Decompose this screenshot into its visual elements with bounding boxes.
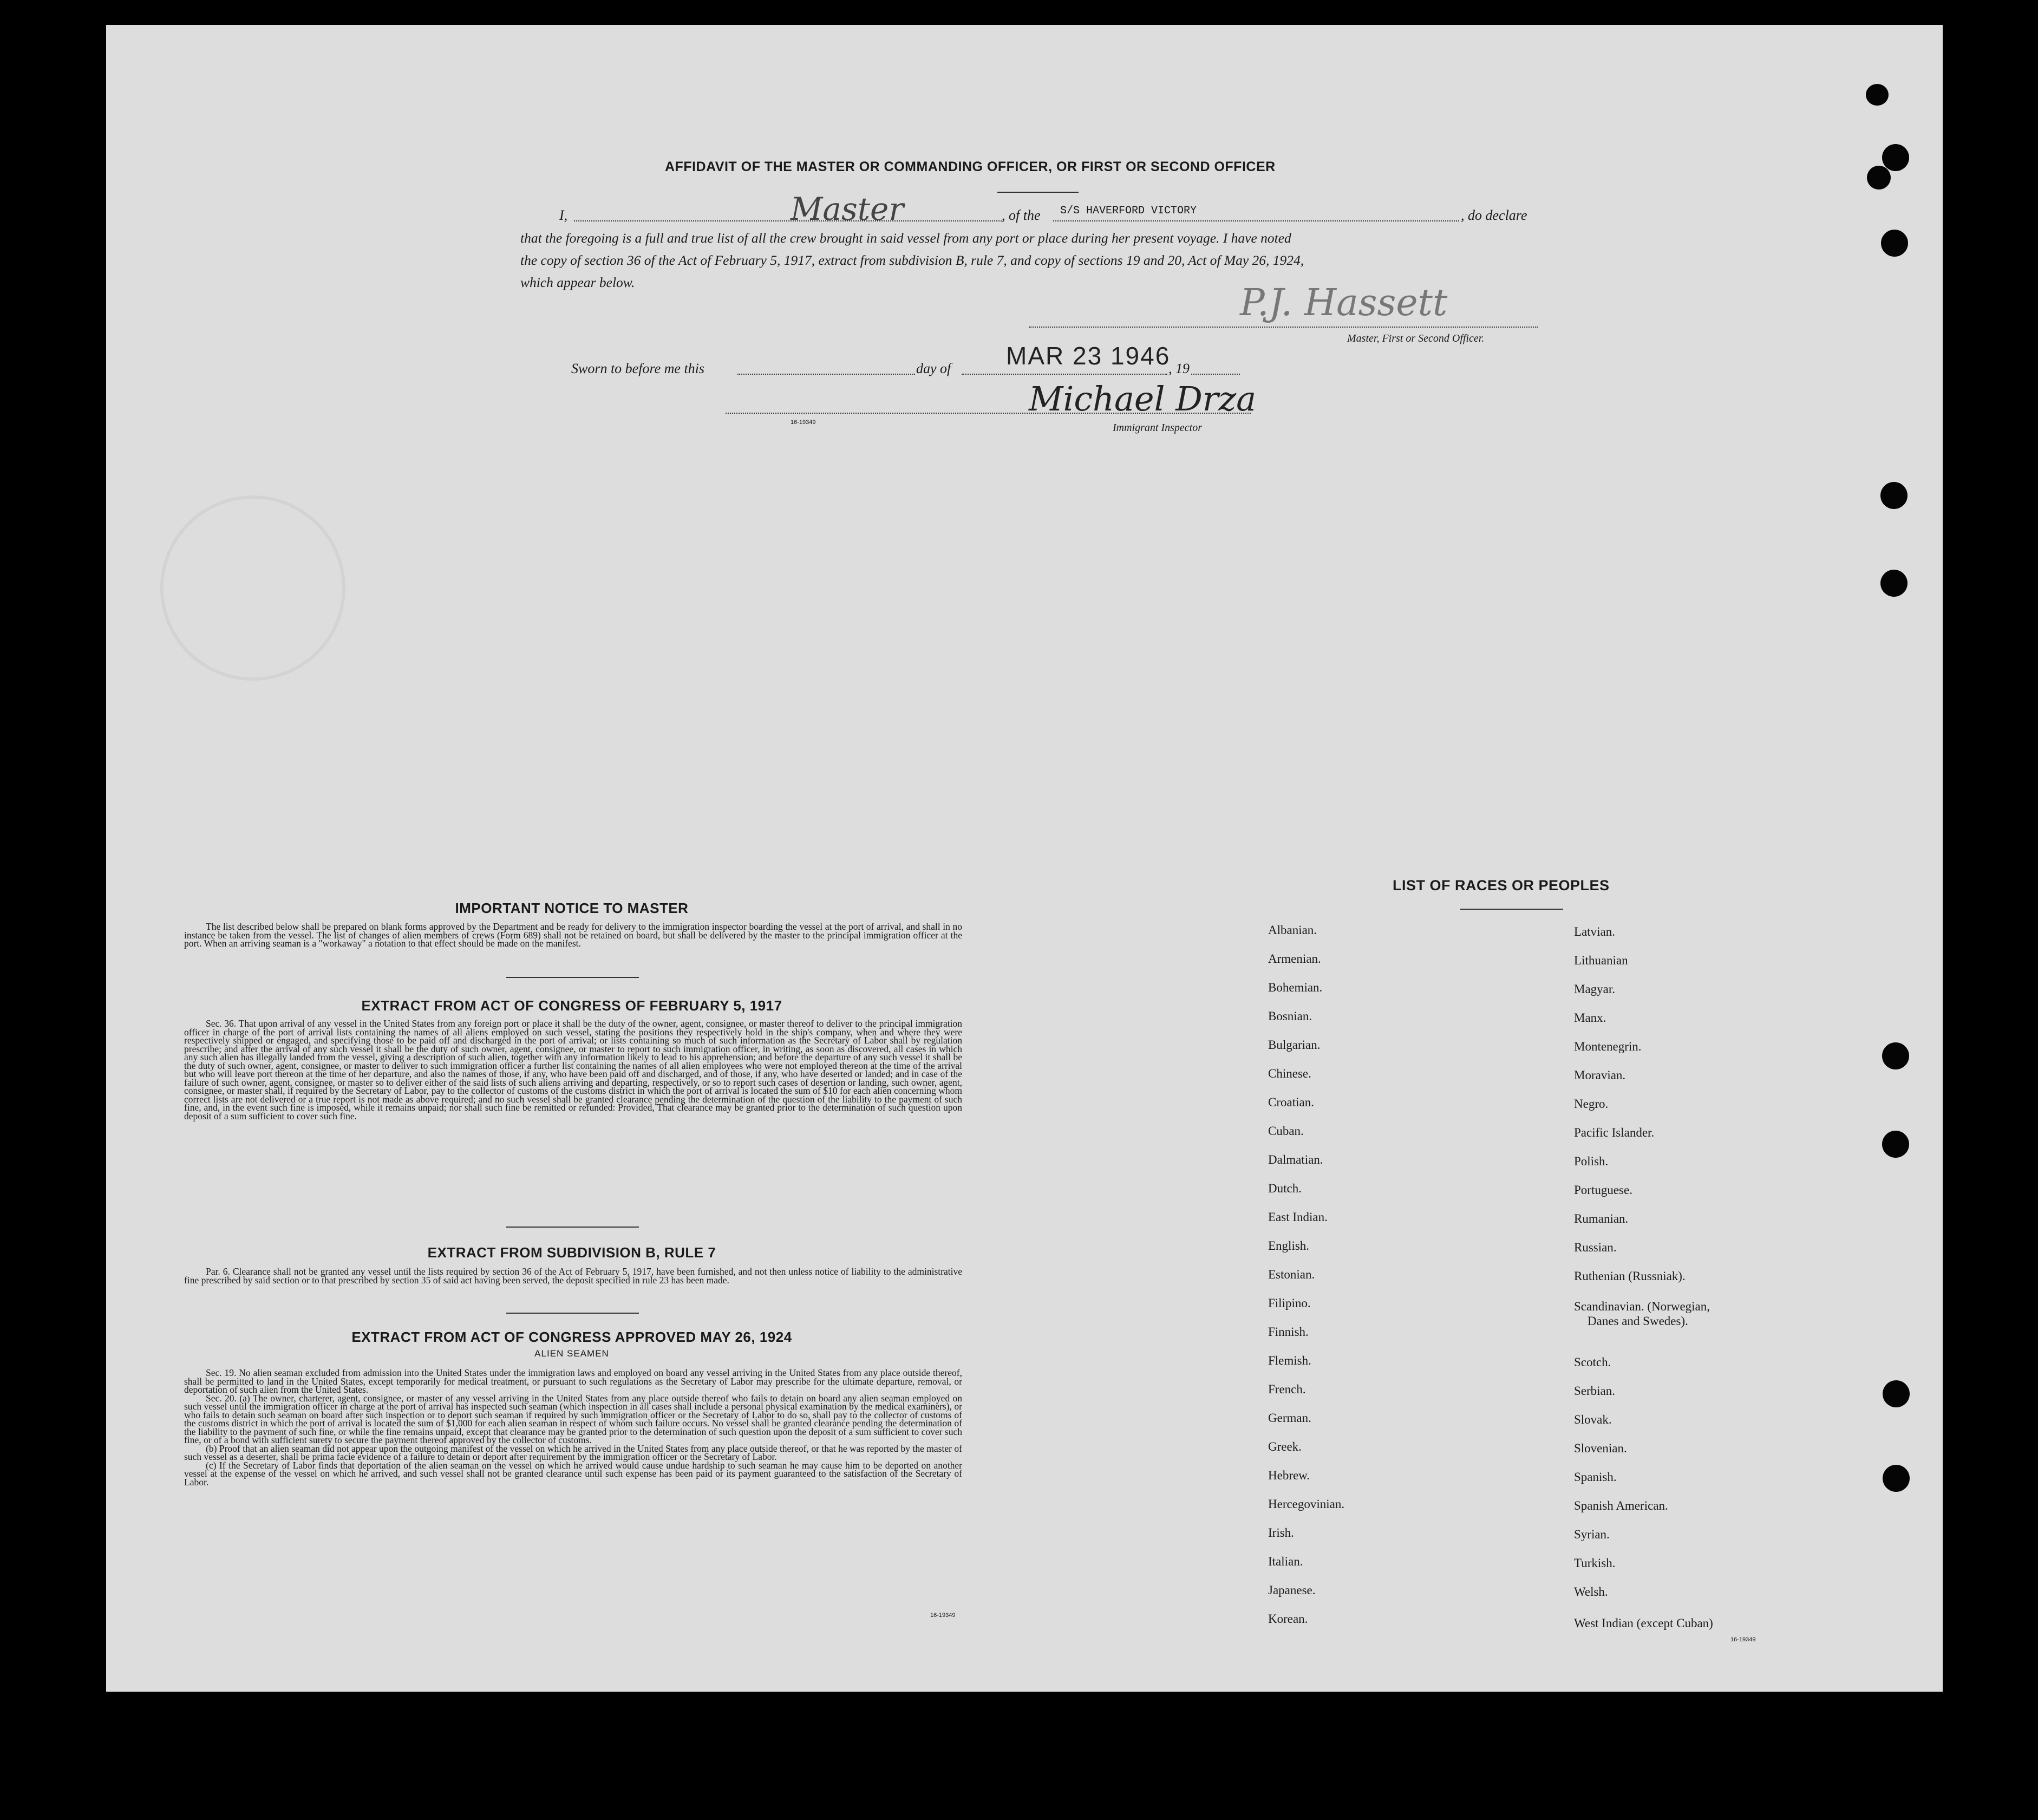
race-left-item: Bulgarian. bbox=[1268, 1038, 1321, 1052]
left-form-number: 16-19349 bbox=[930, 1612, 956, 1619]
race-left-item: Bohemian. bbox=[1268, 981, 1323, 994]
affidavit-title: AFFIDAVIT OF THE MASTER OR COMMANDING OFFICER, OR FIRST OR SECOND OFFICER bbox=[665, 159, 1276, 174]
race-right-item: West Indian (except Cuban) bbox=[1574, 1616, 1713, 1630]
race-left-item: Hercegovinian. bbox=[1268, 1497, 1345, 1511]
sec-20c-text: (c) If the Secretary of Labor finds that deportation of the alien seaman on the vessel on which he arrived would cause undue hardship to such seaman he may cause him to be deported on another vessel at the expense of the vessel on which he arrived, and such vessel shall not be granted clearance until such expense has been paid or its payment guaranteed to the satisfaction of the Secretary of Labor. bbox=[184, 1459, 962, 1488]
binder-hole bbox=[1882, 1131, 1909, 1158]
date-stamp: MAR 23 1946 bbox=[1006, 342, 1171, 370]
race-left-item: Hebrew. bbox=[1268, 1469, 1310, 1482]
sec-20b-text: (b) Proof that an alien seaman did not appear upon the outgoing manifest of the vessel on which he arrived in the United States from any place outside thereof, or that he was reported by the master of such vessel as a deserter, shall be prima facie evidence of a failure to detain or deport after requirement by the immigration officer or the Secretary of Labor. bbox=[184, 1443, 962, 1462]
extract-1917-title: EXTRACT FROM ACT OF CONGRESS OF FEBRUARY 5, 1917 bbox=[361, 997, 782, 1014]
race-right-item: Pacific Islander. bbox=[1574, 1126, 1655, 1139]
extract-1924-title: EXTRACT FROM ACT OF CONGRESS APPROVED MAY 26, 1924 bbox=[351, 1329, 792, 1345]
master-handwritten: Master bbox=[791, 191, 904, 227]
race-right-item: Slovenian. bbox=[1574, 1441, 1627, 1455]
notice-title: IMPORTANT NOTICE TO MASTER bbox=[455, 900, 689, 916]
race-left-item: Bosnian. bbox=[1268, 1009, 1312, 1023]
race-right-item: Manx. bbox=[1574, 1011, 1606, 1025]
do-declare-label: , do declare bbox=[1461, 207, 1527, 223]
race-right-item: Scandinavian. (Norwegian, bbox=[1574, 1300, 1710, 1313]
binder-hole bbox=[1883, 1465, 1910, 1492]
race-right-item: Welsh. bbox=[1574, 1585, 1608, 1599]
race-left-item: Greek. bbox=[1268, 1440, 1302, 1453]
sworn-month-line bbox=[962, 374, 1167, 375]
races-title: LIST OF RACES OR PEOPLES bbox=[1393, 877, 1610, 893]
race-right-item: Scotch. bbox=[1574, 1355, 1611, 1369]
of-the-label: , of the bbox=[1002, 207, 1041, 223]
section-divider bbox=[506, 977, 639, 978]
title-divider bbox=[997, 192, 1079, 193]
race-left-item: Irish. bbox=[1268, 1526, 1294, 1540]
sec-20a-text: Sec. 20. (a) The owner, charterer, agent, consignee, or master of any vessel arriving in the United States from any place outside thereof who fails to detain on board any alien seaman employed on such vessel until the immigration officer in charge at the port of arrival has inspected such seaman (which inspection in all cases shall include a personal physical examination by the medical examiners), or who fails to detain such seaman on board after such inspection or to deport such seaman if required by such immigration officer or the Secretary of Labor to do so, shall pay to the collector of customs of the customs district in which the port of arrival is located the sum of $1,000 for each alien seaman in respect of whom such failure occurs. No vessel shall be granted clearance pending the determination of the liability to the payment of such fine, or while the fine remains unpaid, except that clearance may be granted prior to the determination of such question upon the deposit of a sum sufficient to cover such fine, or of a bond with sufficient surety to secure the payment thereof approved by the collector of customs. bbox=[184, 1392, 962, 1445]
binder-hole bbox=[1867, 166, 1891, 190]
year-line bbox=[1191, 374, 1240, 375]
inspector-signature-line bbox=[726, 413, 1251, 414]
section-divider bbox=[506, 1227, 639, 1228]
declarant-line bbox=[574, 220, 1002, 221]
race-left-item: Italian. bbox=[1268, 1555, 1303, 1568]
race-left-item: Croatian. bbox=[1268, 1095, 1314, 1109]
race-left-item: Estonian. bbox=[1268, 1268, 1315, 1281]
race-left-item: Armenian. bbox=[1268, 952, 1321, 966]
affidavit-line-2: the copy of section 36 of the Act of February 5, 1917, extract from subdivision B, rule 7, and copy of sections 19 and 20, Act of May 26, 1924, bbox=[520, 252, 1304, 268]
race-left-item: Japanese. bbox=[1268, 1583, 1316, 1597]
race-right-item: Rumanian. bbox=[1574, 1212, 1629, 1225]
rule7-text: Par. 6. Clearance shall not be granted any vessel until the lists required by section 36 of the Act of February 5, 1917, have been furnished, and not then unless notice of liability to the administrative fine prescribed by said section or to that prescribed by section 35 of said act having been served, the deposit specified in rule 23 has been made. bbox=[184, 1266, 962, 1286]
extract-1924-text bbox=[184, 1369, 962, 1486]
binder-hole bbox=[1866, 84, 1889, 106]
race-right-item: Ruthenian (Russniak). bbox=[1574, 1269, 1686, 1283]
affidavit-line-3: which appear below. bbox=[520, 275, 635, 290]
race-right-item: Syrian. bbox=[1574, 1528, 1610, 1541]
master-signature-caption: Master, First or Second Officer. bbox=[1347, 332, 1485, 344]
sec-19-text: Sec. 19. No alien seaman excluded from admission into the United States under the immigration laws and employed on board any vessel arriving in the United States from any place outside thereof, shall be permitted to land in the United States, except temporarily for medical treatment, or pursuant to such regulations as the Secretary of Labor may prescribe for the ultimate departure, removal, or deportation of such alien from the United States. bbox=[184, 1367, 962, 1395]
binder-hole bbox=[1883, 1380, 1910, 1407]
inspector-caption: Immigrant Inspector bbox=[1113, 422, 1202, 434]
race-left-item: Dalmatian. bbox=[1268, 1153, 1323, 1166]
race-right-item: Serbian. bbox=[1574, 1384, 1616, 1398]
race-right-item: Polish. bbox=[1574, 1154, 1609, 1168]
race-right-item: Latvian. bbox=[1574, 925, 1615, 938]
vessel-line bbox=[1053, 220, 1459, 221]
binder-hole bbox=[1882, 144, 1909, 171]
race-right-item: Negro. bbox=[1574, 1097, 1609, 1111]
day-of-label: day of bbox=[916, 361, 951, 376]
race-right-item: Moravian. bbox=[1574, 1068, 1626, 1082]
race-right-item: Spanish American. bbox=[1574, 1499, 1668, 1512]
sworn-label: Sworn to before me this bbox=[571, 361, 705, 376]
race-right-item: Lithuanian bbox=[1574, 954, 1628, 967]
sworn-day-line bbox=[737, 374, 915, 375]
races-divider bbox=[1460, 909, 1563, 910]
race-left-item: Korean. bbox=[1268, 1612, 1308, 1626]
affidavit-form-number: 16-19349 bbox=[791, 419, 816, 426]
race-left-item: German. bbox=[1268, 1411, 1311, 1425]
race-right-item: Danes and Swedes). bbox=[1588, 1314, 1688, 1328]
race-left-item: Cuban. bbox=[1268, 1124, 1304, 1138]
race-left-item: Flemish. bbox=[1268, 1354, 1311, 1367]
race-left-item: English. bbox=[1268, 1239, 1310, 1253]
year-suffix: , 19 bbox=[1168, 361, 1190, 376]
notice-text: The list described below shall be prepared on blank forms approved by the Department and be ready for delivery to the immigration inspector boarding the vessel at the port of arrival, and shall in no instance be taken from the vessel. The list of changes of alien members of crews (Form 689) shall not be retained on board, but shall be delivered by the master to the principal immigration officer at the port. When an arriving seaman is a "workaway" a notation to that effect should be made on the manifest. bbox=[184, 921, 962, 949]
race-left-item: French. bbox=[1268, 1382, 1306, 1396]
binder-hole bbox=[1881, 230, 1908, 257]
race-right-item: Montenegrin. bbox=[1574, 1040, 1642, 1053]
binder-hole bbox=[1880, 570, 1908, 597]
extract-1917-text: Sec. 36. That upon arrival of any vessel in the United States from any foreign port or place it shall be the duty of the owner, agent, consignee, or master thereof to deliver to the principal immigration officer in charge of the port of arrival lists containing the names of all aliens employed on such vessel, stating the positions they respectively hold in the ship's company, when and where they were respectively shipped or engaged, and specifying those to be paid off and discharged in the port of arrival; or lists containing so much of such information as the Secretary of Labor shall by regulation prescribe; and after the arrival of any such vessel it shall be the duty of such owner, agent, consignee, or master to report to such immigration officer, in writing, as soon as discovered, all cases in which any such alien has illegally landed from the vessel, giving a description of such alien, together with any information likely to lead to his apprehension; and before the departure of any such vessel it shall be the duty of such owner, agent, consignee, or master to deliver to such immigration officer a further list containing the names of all alien employees who were not employed thereon at the time of the arrival but who will leave port thereon at the time of her departure, and also the names of those, if any, who have been paid off and discharged, and of those, if any, who have deserted or landed; and in case of the failure of such owner, agent, consignee, or master so to deliver either of the said lists of such aliens arriving and departing, respectively, or so to report such cases of desertion or landing, such owner, agent, consignee, or master shall, if required by the Secretary of Labor, pay to the collector of customs of the customs district in which the port of arrival is located the sum of $10 for each alien concerning whom correct lists are not delivered or a true report is not made as above required; and no such vessel shall be granted clearance pending the determination of the question of the liability to the payment of such fine, and, in the event such fine is imposed, while it remains unpaid; nor shall such fine be remitted or refunded: Provided, That clearance may be granted prior to the determination of such question upon deposit of a sum sufficient to cover such fine. bbox=[184, 1018, 962, 1121]
race-left-item: Chinese. bbox=[1268, 1067, 1311, 1080]
race-left-item: Finnish. bbox=[1268, 1325, 1309, 1339]
race-left-item: East Indian. bbox=[1268, 1210, 1328, 1224]
race-left-item: Albanian. bbox=[1268, 923, 1317, 937]
embossed-seal bbox=[160, 495, 345, 681]
race-right-item: Russian. bbox=[1574, 1241, 1617, 1254]
declarant-label: I, bbox=[559, 207, 568, 223]
rule7-title: EXTRACT FROM SUBDIVISION B, RULE 7 bbox=[427, 1244, 716, 1261]
inspector-signature: Michael Drza bbox=[1029, 379, 1257, 419]
right-form-number: 16-19349 bbox=[1730, 1636, 1756, 1643]
race-right-item: Portuguese. bbox=[1574, 1183, 1632, 1197]
vessel-name: S/S HAVERFORD VICTORY bbox=[1060, 205, 1197, 217]
master-signature: P.J. Hassett bbox=[1240, 282, 1448, 324]
race-right-item: Spanish. bbox=[1574, 1470, 1617, 1484]
race-right-item: Turkish. bbox=[1574, 1556, 1616, 1570]
binder-hole bbox=[1880, 482, 1908, 509]
section-divider bbox=[506, 1313, 639, 1314]
race-right-item: Magyar. bbox=[1574, 982, 1616, 996]
alien-seamen-subtitle: ALIEN SEAMEN bbox=[534, 1348, 609, 1359]
binder-hole bbox=[1882, 1042, 1909, 1069]
race-right-item: Slovak. bbox=[1574, 1413, 1612, 1426]
race-left-item: Filipino. bbox=[1268, 1296, 1311, 1310]
affidavit-line-1: that the foregoing is a full and true list of all the crew brought in said vessel from any port or place during her present voyage. I have noted bbox=[520, 230, 1291, 246]
race-left-item: Dutch. bbox=[1268, 1182, 1302, 1195]
